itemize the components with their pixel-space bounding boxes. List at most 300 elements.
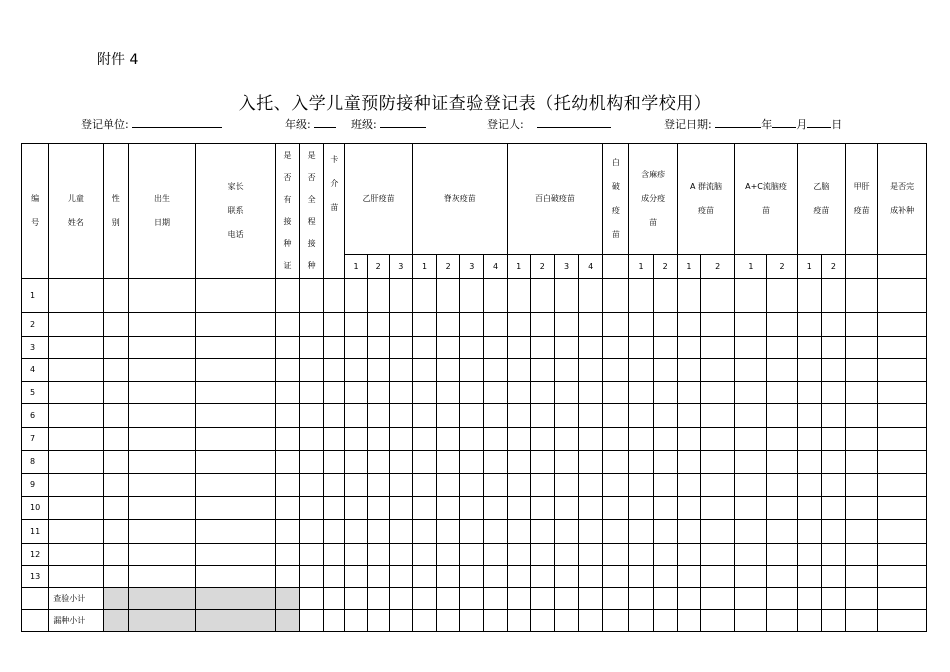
entry-cell[interactable] — [530, 382, 554, 404]
entry-cell[interactable] — [389, 451, 412, 474]
entry-cell[interactable] — [507, 359, 530, 382]
entry-cell[interactable] — [103, 279, 128, 313]
entry-cell[interactable] — [412, 337, 436, 359]
entry-cell[interactable] — [437, 474, 460, 497]
entry-cell[interactable] — [367, 566, 389, 588]
entry-cell[interactable] — [460, 451, 484, 474]
entry-cell[interactable] — [437, 359, 460, 382]
entry-cell[interactable] — [103, 451, 128, 474]
entry-cell[interactable] — [653, 404, 677, 428]
entry-cell[interactable] — [821, 382, 845, 404]
entry-cell[interactable] — [878, 428, 927, 451]
entry-cell[interactable] — [821, 566, 845, 588]
entry-cell[interactable] — [603, 566, 629, 588]
entry-cell[interactable] — [554, 428, 578, 451]
entry-cell[interactable] — [846, 404, 878, 428]
entry-cell[interactable] — [821, 544, 845, 566]
entry-cell[interactable] — [345, 544, 367, 566]
entry-cell[interactable] — [603, 544, 629, 566]
entry-cell[interactable] — [530, 497, 554, 520]
entry-cell[interactable] — [653, 313, 677, 337]
entry-cell[interactable] — [846, 359, 878, 382]
entry-cell[interactable] — [878, 451, 927, 474]
entry-cell[interactable] — [412, 544, 436, 566]
entry-cell[interactable] — [677, 497, 700, 520]
entry-cell[interactable] — [367, 520, 389, 544]
entry-cell[interactable] — [821, 404, 845, 428]
entry-cell[interactable] — [579, 544, 603, 566]
entry-cell[interactable] — [300, 497, 324, 520]
summary-cell[interactable] — [735, 588, 767, 610]
entry-cell[interactable] — [629, 474, 653, 497]
entry-cell[interactable] — [196, 451, 276, 474]
entry-cell[interactable] — [767, 497, 797, 520]
entry-cell[interactable] — [579, 428, 603, 451]
entry-cell[interactable] — [412, 428, 436, 451]
entry-cell[interactable] — [49, 359, 103, 382]
entry-cell[interactable] — [484, 428, 507, 451]
entry-cell[interactable] — [460, 566, 484, 588]
entry-cell[interactable] — [700, 279, 734, 313]
entry-cell[interactable] — [554, 382, 578, 404]
summary-cell[interactable] — [700, 610, 734, 632]
month-blank[interactable] — [772, 116, 796, 128]
entry-cell[interactable] — [530, 428, 554, 451]
entry-cell[interactable] — [345, 474, 367, 497]
entry-cell[interactable] — [128, 566, 196, 588]
entry-cell[interactable] — [846, 279, 878, 313]
entry-cell[interactable] — [103, 382, 128, 404]
entry-cell[interactable] — [437, 544, 460, 566]
entry-cell[interactable] — [735, 544, 767, 566]
entry-cell[interactable] — [797, 337, 821, 359]
entry-cell[interactable] — [275, 520, 299, 544]
entry-cell[interactable] — [530, 337, 554, 359]
entry-cell[interactable] — [389, 279, 412, 313]
entry-cell[interactable] — [412, 279, 436, 313]
entry-cell[interactable] — [530, 474, 554, 497]
entry-cell[interactable] — [437, 428, 460, 451]
entry-cell[interactable] — [324, 451, 345, 474]
entry-cell[interactable] — [821, 474, 845, 497]
summary-cell[interactable] — [367, 610, 389, 632]
entry-cell[interactable] — [324, 474, 345, 497]
entry-cell[interactable] — [530, 359, 554, 382]
entry-cell[interactable] — [437, 566, 460, 588]
entry-cell[interactable] — [484, 313, 507, 337]
entry-cell[interactable] — [128, 497, 196, 520]
entry-cell[interactable] — [677, 520, 700, 544]
entry-cell[interactable] — [629, 382, 653, 404]
entry-cell[interactable] — [103, 474, 128, 497]
entry-cell[interactable] — [275, 313, 299, 337]
entry-cell[interactable] — [700, 404, 734, 428]
entry-cell[interactable] — [579, 382, 603, 404]
summary-cell[interactable] — [367, 588, 389, 610]
entry-cell[interactable] — [677, 428, 700, 451]
entry-cell[interactable] — [735, 451, 767, 474]
entry-cell[interactable] — [367, 359, 389, 382]
entry-cell[interactable] — [460, 404, 484, 428]
entry-cell[interactable] — [507, 279, 530, 313]
entry-cell[interactable] — [300, 337, 324, 359]
entry-cell[interactable] — [878, 359, 927, 382]
entry-cell[interactable] — [345, 428, 367, 451]
entry-cell[interactable] — [324, 544, 345, 566]
entry-cell[interactable] — [767, 279, 797, 313]
entry-cell[interactable] — [389, 337, 412, 359]
entry-cell[interactable] — [412, 520, 436, 544]
entry-cell[interactable] — [700, 382, 734, 404]
entry-cell[interactable] — [677, 359, 700, 382]
entry-cell[interactable] — [530, 404, 554, 428]
entry-cell[interactable] — [324, 279, 345, 313]
entry-cell[interactable] — [878, 520, 927, 544]
entry-cell[interactable] — [603, 497, 629, 520]
entry-cell[interactable] — [821, 279, 845, 313]
entry-cell[interactable] — [103, 313, 128, 337]
entry-cell[interactable] — [603, 313, 629, 337]
summary-cell[interactable] — [653, 610, 677, 632]
entry-cell[interactable] — [735, 359, 767, 382]
entry-cell[interactable] — [345, 279, 367, 313]
entry-cell[interactable] — [324, 359, 345, 382]
entry-cell[interactable] — [653, 544, 677, 566]
entry-cell[interactable] — [735, 313, 767, 337]
entry-cell[interactable] — [603, 451, 629, 474]
entry-cell[interactable] — [629, 428, 653, 451]
entry-cell[interactable] — [554, 359, 578, 382]
entry-cell[interactable] — [653, 474, 677, 497]
entry-cell[interactable] — [389, 520, 412, 544]
entry-cell[interactable] — [821, 428, 845, 451]
entry-cell[interactable] — [797, 279, 821, 313]
entry-cell[interactable] — [603, 520, 629, 544]
registration-unit-blank[interactable] — [132, 116, 222, 128]
entry-cell[interactable] — [460, 313, 484, 337]
entry-cell[interactable] — [846, 382, 878, 404]
entry-cell[interactable] — [437, 279, 460, 313]
entry-cell[interactable] — [629, 337, 653, 359]
entry-cell[interactable] — [367, 451, 389, 474]
summary-cell[interactable] — [484, 610, 507, 632]
entry-cell[interactable] — [735, 520, 767, 544]
summary-cell[interactable] — [460, 588, 484, 610]
entry-cell[interactable] — [128, 520, 196, 544]
entry-cell[interactable] — [437, 313, 460, 337]
summary-cell[interactable] — [300, 588, 324, 610]
entry-cell[interactable] — [735, 382, 767, 404]
entry-cell[interactable] — [345, 382, 367, 404]
entry-cell[interactable] — [389, 428, 412, 451]
entry-cell[interactable] — [603, 279, 629, 313]
summary-cell[interactable] — [700, 588, 734, 610]
summary-cell[interactable] — [530, 610, 554, 632]
entry-cell[interactable] — [846, 428, 878, 451]
entry-cell[interactable] — [554, 337, 578, 359]
entry-cell[interactable] — [797, 428, 821, 451]
entry-cell[interactable] — [735, 279, 767, 313]
entry-cell[interactable] — [275, 337, 299, 359]
entry-cell[interactable] — [460, 544, 484, 566]
entry-cell[interactable] — [530, 313, 554, 337]
summary-cell[interactable] — [530, 588, 554, 610]
entry-cell[interactable] — [196, 404, 276, 428]
entry-cell[interactable] — [846, 451, 878, 474]
summary-cell[interactable] — [460, 610, 484, 632]
summary-cell[interactable] — [767, 588, 797, 610]
entry-cell[interactable] — [196, 359, 276, 382]
entry-cell[interactable] — [196, 566, 276, 588]
entry-cell[interactable] — [196, 279, 276, 313]
class-blank[interactable] — [380, 116, 426, 128]
entry-cell[interactable] — [767, 359, 797, 382]
entry-cell[interactable] — [846, 497, 878, 520]
entry-cell[interactable] — [345, 566, 367, 588]
summary-cell[interactable] — [554, 610, 578, 632]
entry-cell[interactable] — [367, 279, 389, 313]
entry-cell[interactable] — [677, 474, 700, 497]
summary-cell[interactable] — [821, 588, 845, 610]
entry-cell[interactable] — [275, 279, 299, 313]
entry-cell[interactable] — [345, 404, 367, 428]
entry-cell[interactable] — [103, 497, 128, 520]
summary-cell[interactable] — [629, 588, 653, 610]
summary-cell[interactable] — [878, 610, 927, 632]
entry-cell[interactable] — [878, 382, 927, 404]
entry-cell[interactable] — [735, 566, 767, 588]
entry-cell[interactable] — [700, 474, 734, 497]
entry-cell[interactable] — [324, 520, 345, 544]
entry-cell[interactable] — [324, 404, 345, 428]
entry-cell[interactable] — [653, 337, 677, 359]
entry-cell[interactable] — [345, 359, 367, 382]
entry-cell[interactable] — [196, 497, 276, 520]
entry-cell[interactable] — [103, 428, 128, 451]
entry-cell[interactable] — [579, 404, 603, 428]
entry-cell[interactable] — [603, 337, 629, 359]
entry-cell[interactable] — [460, 337, 484, 359]
entry-cell[interactable] — [460, 520, 484, 544]
grade-blank[interactable] — [314, 116, 336, 128]
entry-cell[interactable] — [653, 566, 677, 588]
entry-cell[interactable] — [677, 337, 700, 359]
entry-cell[interactable] — [530, 279, 554, 313]
entry-cell[interactable] — [629, 520, 653, 544]
summary-cell[interactable] — [603, 610, 629, 632]
entry-cell[interactable] — [324, 382, 345, 404]
entry-cell[interactable] — [275, 451, 299, 474]
entry-cell[interactable] — [437, 337, 460, 359]
entry-cell[interactable] — [275, 566, 299, 588]
summary-cell[interactable] — [878, 588, 927, 610]
entry-cell[interactable] — [412, 404, 436, 428]
entry-cell[interactable] — [460, 359, 484, 382]
entry-cell[interactable] — [846, 520, 878, 544]
entry-cell[interactable] — [484, 497, 507, 520]
entry-cell[interactable] — [554, 566, 578, 588]
entry-cell[interactable] — [49, 313, 103, 337]
entry-cell[interactable] — [821, 520, 845, 544]
entry-cell[interactable] — [275, 428, 299, 451]
entry-cell[interactable] — [128, 359, 196, 382]
entry-cell[interactable] — [735, 497, 767, 520]
entry-cell[interactable] — [554, 520, 578, 544]
entry-cell[interactable] — [821, 337, 845, 359]
summary-cell[interactable] — [345, 610, 367, 632]
summary-cell[interactable] — [437, 588, 460, 610]
entry-cell[interactable] — [324, 497, 345, 520]
entry-cell[interactable] — [484, 359, 507, 382]
entry-cell[interactable] — [735, 428, 767, 451]
entry-cell[interactable] — [460, 382, 484, 404]
entry-cell[interactable] — [653, 359, 677, 382]
entry-cell[interactable] — [530, 566, 554, 588]
entry-cell[interactable] — [767, 474, 797, 497]
entry-cell[interactable] — [367, 497, 389, 520]
entry-cell[interactable] — [460, 497, 484, 520]
entry-cell[interactable] — [507, 313, 530, 337]
entry-cell[interactable] — [484, 451, 507, 474]
entry-cell[interactable] — [579, 474, 603, 497]
entry-cell[interactable] — [579, 566, 603, 588]
summary-cell[interactable] — [821, 610, 845, 632]
entry-cell[interactable] — [437, 451, 460, 474]
entry-cell[interactable] — [196, 337, 276, 359]
entry-cell[interactable] — [484, 337, 507, 359]
entry-cell[interactable] — [507, 544, 530, 566]
entry-cell[interactable] — [389, 382, 412, 404]
entry-cell[interactable] — [49, 474, 103, 497]
entry-cell[interactable] — [484, 474, 507, 497]
entry-cell[interactable] — [389, 313, 412, 337]
entry-cell[interactable] — [767, 337, 797, 359]
entry-cell[interactable] — [507, 566, 530, 588]
entry-cell[interactable] — [653, 451, 677, 474]
entry-cell[interactable] — [412, 451, 436, 474]
entry-cell[interactable] — [49, 382, 103, 404]
entry-cell[interactable] — [677, 404, 700, 428]
entry-cell[interactable] — [196, 382, 276, 404]
entry-cell[interactable] — [603, 359, 629, 382]
entry-cell[interactable] — [484, 544, 507, 566]
entry-cell[interactable] — [677, 451, 700, 474]
entry-cell[interactable] — [128, 474, 196, 497]
entry-cell[interactable] — [275, 497, 299, 520]
entry-cell[interactable] — [677, 566, 700, 588]
entry-cell[interactable] — [846, 544, 878, 566]
entry-cell[interactable] — [878, 279, 927, 313]
entry-cell[interactable] — [49, 497, 103, 520]
entry-cell[interactable] — [846, 313, 878, 337]
summary-cell[interactable] — [846, 588, 878, 610]
entry-cell[interactable] — [700, 566, 734, 588]
summary-cell[interactable] — [846, 610, 878, 632]
entry-cell[interactable] — [700, 497, 734, 520]
entry-cell[interactable] — [878, 544, 927, 566]
entry-cell[interactable] — [484, 566, 507, 588]
entry-cell[interactable] — [700, 313, 734, 337]
entry-cell[interactable] — [700, 428, 734, 451]
entry-cell[interactable] — [412, 313, 436, 337]
entry-cell[interactable] — [507, 497, 530, 520]
entry-cell[interactable] — [507, 520, 530, 544]
entry-cell[interactable] — [275, 404, 299, 428]
entry-cell[interactable] — [878, 497, 927, 520]
summary-cell[interactable] — [579, 588, 603, 610]
entry-cell[interactable] — [345, 451, 367, 474]
summary-cell[interactable] — [629, 610, 653, 632]
entry-cell[interactable] — [196, 520, 276, 544]
entry-cell[interactable] — [49, 451, 103, 474]
entry-cell[interactable] — [324, 428, 345, 451]
entry-cell[interactable] — [300, 382, 324, 404]
summary-cell[interactable] — [797, 588, 821, 610]
summary-cell[interactable] — [437, 610, 460, 632]
entry-cell[interactable] — [389, 474, 412, 497]
entry-cell[interactable] — [629, 404, 653, 428]
entry-cell[interactable] — [554, 279, 578, 313]
entry-cell[interactable] — [797, 520, 821, 544]
entry-cell[interactable] — [49, 279, 103, 313]
entry-cell[interactable] — [367, 404, 389, 428]
entry-cell[interactable] — [530, 520, 554, 544]
entry-cell[interactable] — [554, 451, 578, 474]
entry-cell[interactable] — [767, 544, 797, 566]
entry-cell[interactable] — [345, 313, 367, 337]
registrar-blank[interactable] — [537, 116, 611, 128]
entry-cell[interactable] — [797, 474, 821, 497]
entry-cell[interactable] — [629, 279, 653, 313]
entry-cell[interactable] — [677, 279, 700, 313]
entry-cell[interactable] — [629, 497, 653, 520]
entry-cell[interactable] — [700, 544, 734, 566]
entry-cell[interactable] — [603, 404, 629, 428]
entry-cell[interactable] — [821, 313, 845, 337]
entry-cell[interactable] — [103, 520, 128, 544]
year-blank[interactable] — [715, 116, 761, 128]
entry-cell[interactable] — [797, 359, 821, 382]
entry-cell[interactable] — [412, 566, 436, 588]
summary-cell[interactable] — [389, 610, 412, 632]
entry-cell[interactable] — [484, 382, 507, 404]
entry-cell[interactable] — [389, 497, 412, 520]
entry-cell[interactable] — [49, 404, 103, 428]
entry-cell[interactable] — [275, 382, 299, 404]
entry-cell[interactable] — [797, 451, 821, 474]
summary-cell[interactable] — [300, 610, 324, 632]
entry-cell[interactable] — [554, 404, 578, 428]
summary-cell[interactable] — [767, 610, 797, 632]
entry-cell[interactable] — [735, 404, 767, 428]
entry-cell[interactable] — [437, 497, 460, 520]
entry-cell[interactable] — [460, 279, 484, 313]
entry-cell[interactable] — [767, 451, 797, 474]
entry-cell[interactable] — [300, 474, 324, 497]
entry-cell[interactable] — [821, 451, 845, 474]
summary-cell[interactable] — [412, 610, 436, 632]
entry-cell[interactable] — [507, 428, 530, 451]
entry-cell[interactable] — [367, 313, 389, 337]
entry-cell[interactable] — [797, 566, 821, 588]
entry-cell[interactable] — [653, 382, 677, 404]
entry-cell[interactable] — [507, 337, 530, 359]
entry-cell[interactable] — [878, 404, 927, 428]
entry-cell[interactable] — [821, 359, 845, 382]
entry-cell[interactable] — [275, 474, 299, 497]
entry-cell[interactable] — [128, 279, 196, 313]
entry-cell[interactable] — [579, 359, 603, 382]
